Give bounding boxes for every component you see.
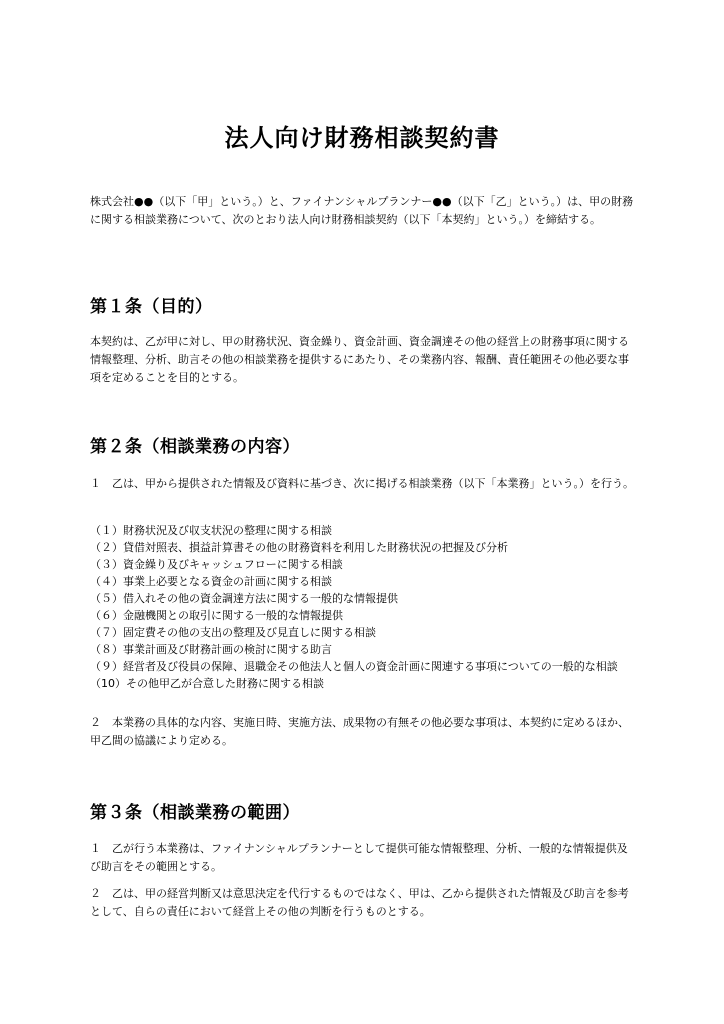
article-1-text: 本契約は、乙が甲に対し、甲の財務状況、資金繰り、資金計画、資金調達その他の経営上の財務事項に関する情報整理、分析、助言その他の相談業務を提供するにあたり、その業務内容、報酬、責任範囲その他必要な事項を定めることを目的とする。 [90,335,629,384]
list-item: （７）固定費その他の支出の整理及び見直しに関する相談 [90,626,376,639]
list-item: （６）金融機関との取引に関する一般的な情報提供 [90,609,343,622]
list-item: （９）経営者及び役員の保障、退職金その他法人と個人の資金計画に関連する事項についての一般的な相談 [90,660,618,673]
article-3 [90,798,635,823]
article-3-heading: 第３条（相談業務の範囲） [90,803,300,823]
article-2-text-1: １ 乙は、甲から提供された情報及び資料に基づき、次に掲げる相談業務（以下「本業務」という。）を行う。 [90,477,635,490]
article-2-para-1 [90,475,635,493]
article-2 [90,432,635,457]
preamble-text: 株式会社●●（以下「甲」という。）と、ファイナンシャルプランナー●●（以下「乙」という。）は、甲の財務に関する相談業務について、次のとおり法人向け財務相談契約（以下「本契約」という。）を締結する。 [90,195,634,226]
article-2-heading: 第２条（相談業務の内容） [90,437,300,457]
preamble [90,193,635,229]
list-item: （２）貸借対照表、損益計算書その他の財務資料を利用した財務状況の把握及び分析 [90,541,508,554]
article-3-para-1 [90,840,635,876]
article-1-body [90,333,635,387]
list-item: （８）事業計画及び財務計画の検討に関する助言 [90,643,332,656]
list-item: （５）借入れその他の資金調達方法に関する一般的な情報提供 [90,592,398,605]
article-1 [90,292,635,317]
list-item: （３）資金繰り及びキャッシュフローに関する相談 [90,558,343,571]
article-1-heading: 第１条（目的） [90,297,213,317]
list-item: （４）事業上必要となる資金の計画に関する相談 [90,575,332,588]
document-title: 法人向け財務相談契約書 [224,124,500,152]
list-item: （10）その他甲乙が合意した財務に関する相談 [90,677,324,690]
list-item: （１）財務状況及び収支状況の整理に関する相談 [90,524,332,537]
article-3-text-1: １ 乙が行う本業務は、ファイナンシャルプランナーとして提供可能な情報整理、分析、一般的な情報提供及び助言をその範囲とする。 [90,842,628,873]
article-2-list [90,522,635,692]
article-2-text-2: ２ 本業務の具体的な内容、実施日時、実施方法、成果物の有無その他必要な事項は、本契約に定めるほか、甲乙間の協議により定める。 [90,716,629,747]
article-3-para-2 [90,885,635,921]
article-3-text-2: ２ 乙は、甲の経営判断又は意思決定を代行するものではなく、甲は、乙から提供された情報及び助言を参考として、自らの責任において経営上その他の判断を行うものとする。 [90,887,629,918]
article-2-para-2 [90,714,635,750]
